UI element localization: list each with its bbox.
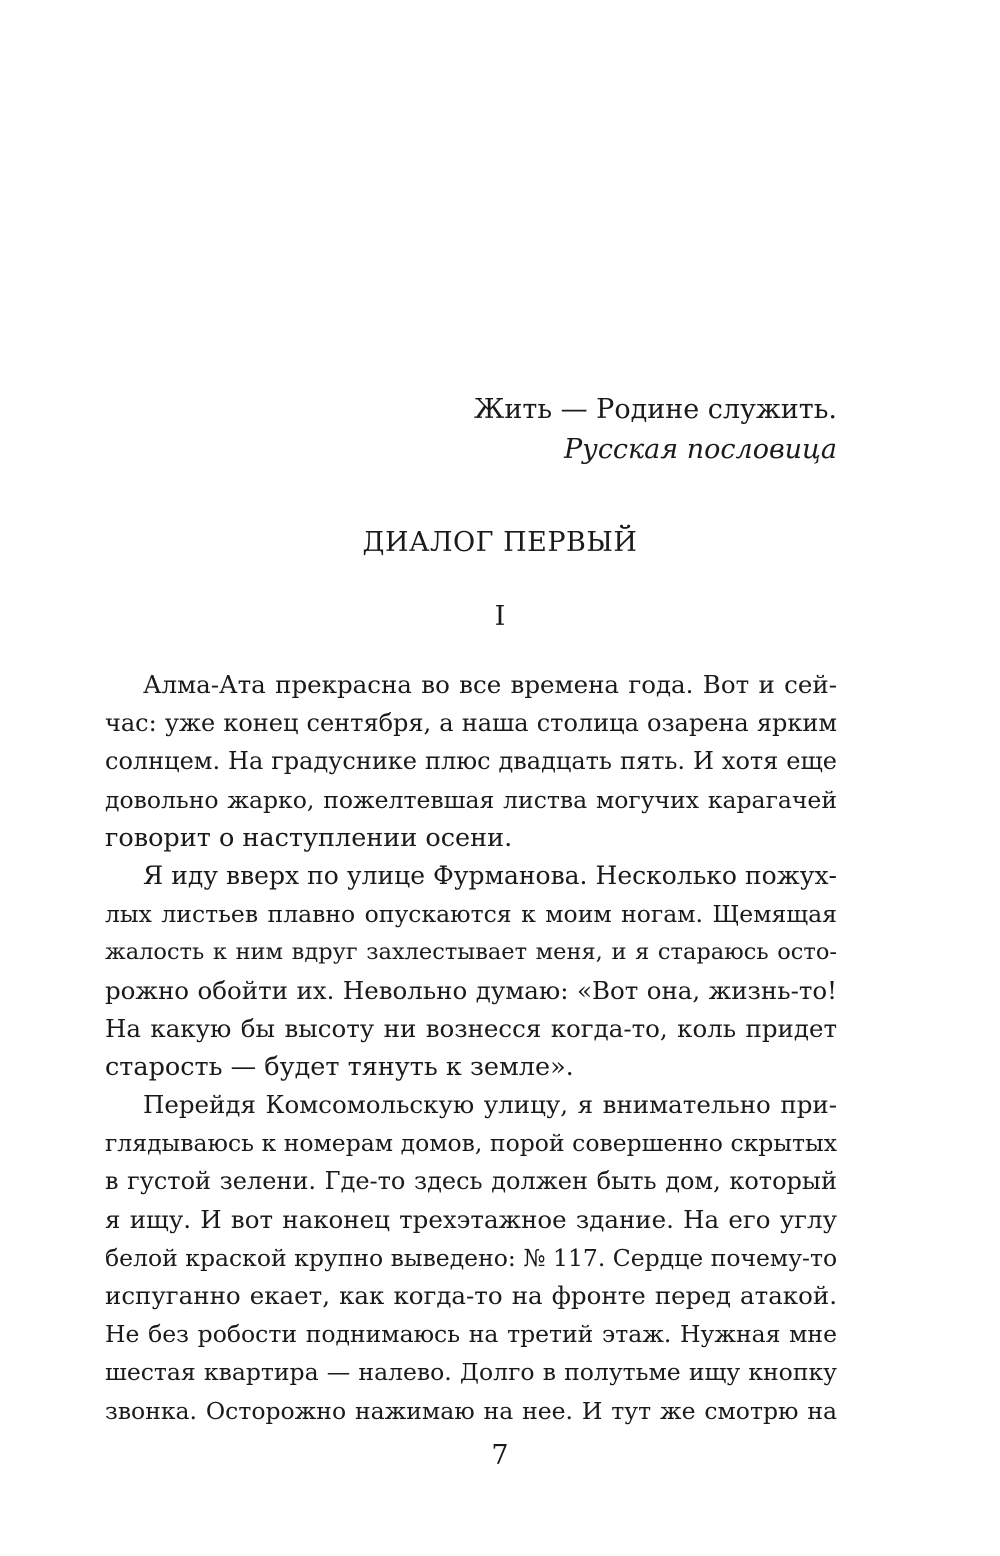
text-line: глядываюсь к номерам домов, порой совершенно скрытых	[105, 1129, 837, 1158]
text-line: На какую бы высоту ни вознесся когда-то, коль придет	[105, 1013, 837, 1043]
section-number: I	[494, 601, 506, 632]
text-line: звонка. Осторожно нажимаю на нее. И тут же смотрю на	[105, 1396, 837, 1425]
text-line: испуганно екает, как когда-то на фронте перед атакой.	[105, 1281, 837, 1310]
text-line: лых листьев плавно опускаются к моим ногам. Щемящая	[105, 900, 837, 929]
epigraph-source: Русская пословица	[563, 434, 837, 465]
text-line: Перейдя Комсомольскую улицу, я внимательно при-	[143, 1090, 837, 1120]
epigraph	[474, 390, 837, 470]
text-line: белой краской крупно выведено: № 117. Сердце почему-то	[105, 1243, 838, 1272]
body-text	[105, 666, 837, 1430]
text-line: Алма-Ата прекрасна во все времена года. Вот и сей-	[143, 670, 837, 699]
page-number: 7	[491, 1440, 509, 1471]
chapter-title: ДИАЛОГ ПЕРВЫЙ	[362, 527, 638, 558]
text-line: рожно обойти их. Невольно думаю: «Вот она, жизнь-то!	[105, 975, 837, 1005]
epigraph-text: Жить — Родине служить.	[474, 394, 837, 425]
text-line: в густой зелени. Где-то здесь должен быть дом, который	[105, 1167, 837, 1196]
text-line: Не без робости поднимаюсь на третий этаж. Нужная мне	[105, 1320, 837, 1349]
text-line: жалость к ним вдруг захлестывает меня, и я стараюсь осто-	[105, 939, 837, 966]
text-line: довольно жарко, пожелтевшая листва могучих карагачей	[105, 785, 837, 814]
text-line: я ищу. И вот наконец трехэтажное здание. На его углу	[105, 1204, 837, 1234]
text-line: старость — будет тянуть к земле».	[105, 1051, 574, 1082]
text-line: шестая квартира — налево. Долго в полутьме ищу кнопку	[105, 1358, 837, 1387]
text-line: час: уже конец сентября, а наша столица озарена ярким	[105, 709, 837, 738]
text-line: Я иду вверх по улице Фурманова. Несколько пожух-	[143, 860, 837, 890]
text-line: говорит о наступлении осени.	[105, 822, 513, 853]
text-line: солнцем. На градуснике плюс двадцать пять. И хотя еще	[105, 747, 837, 776]
